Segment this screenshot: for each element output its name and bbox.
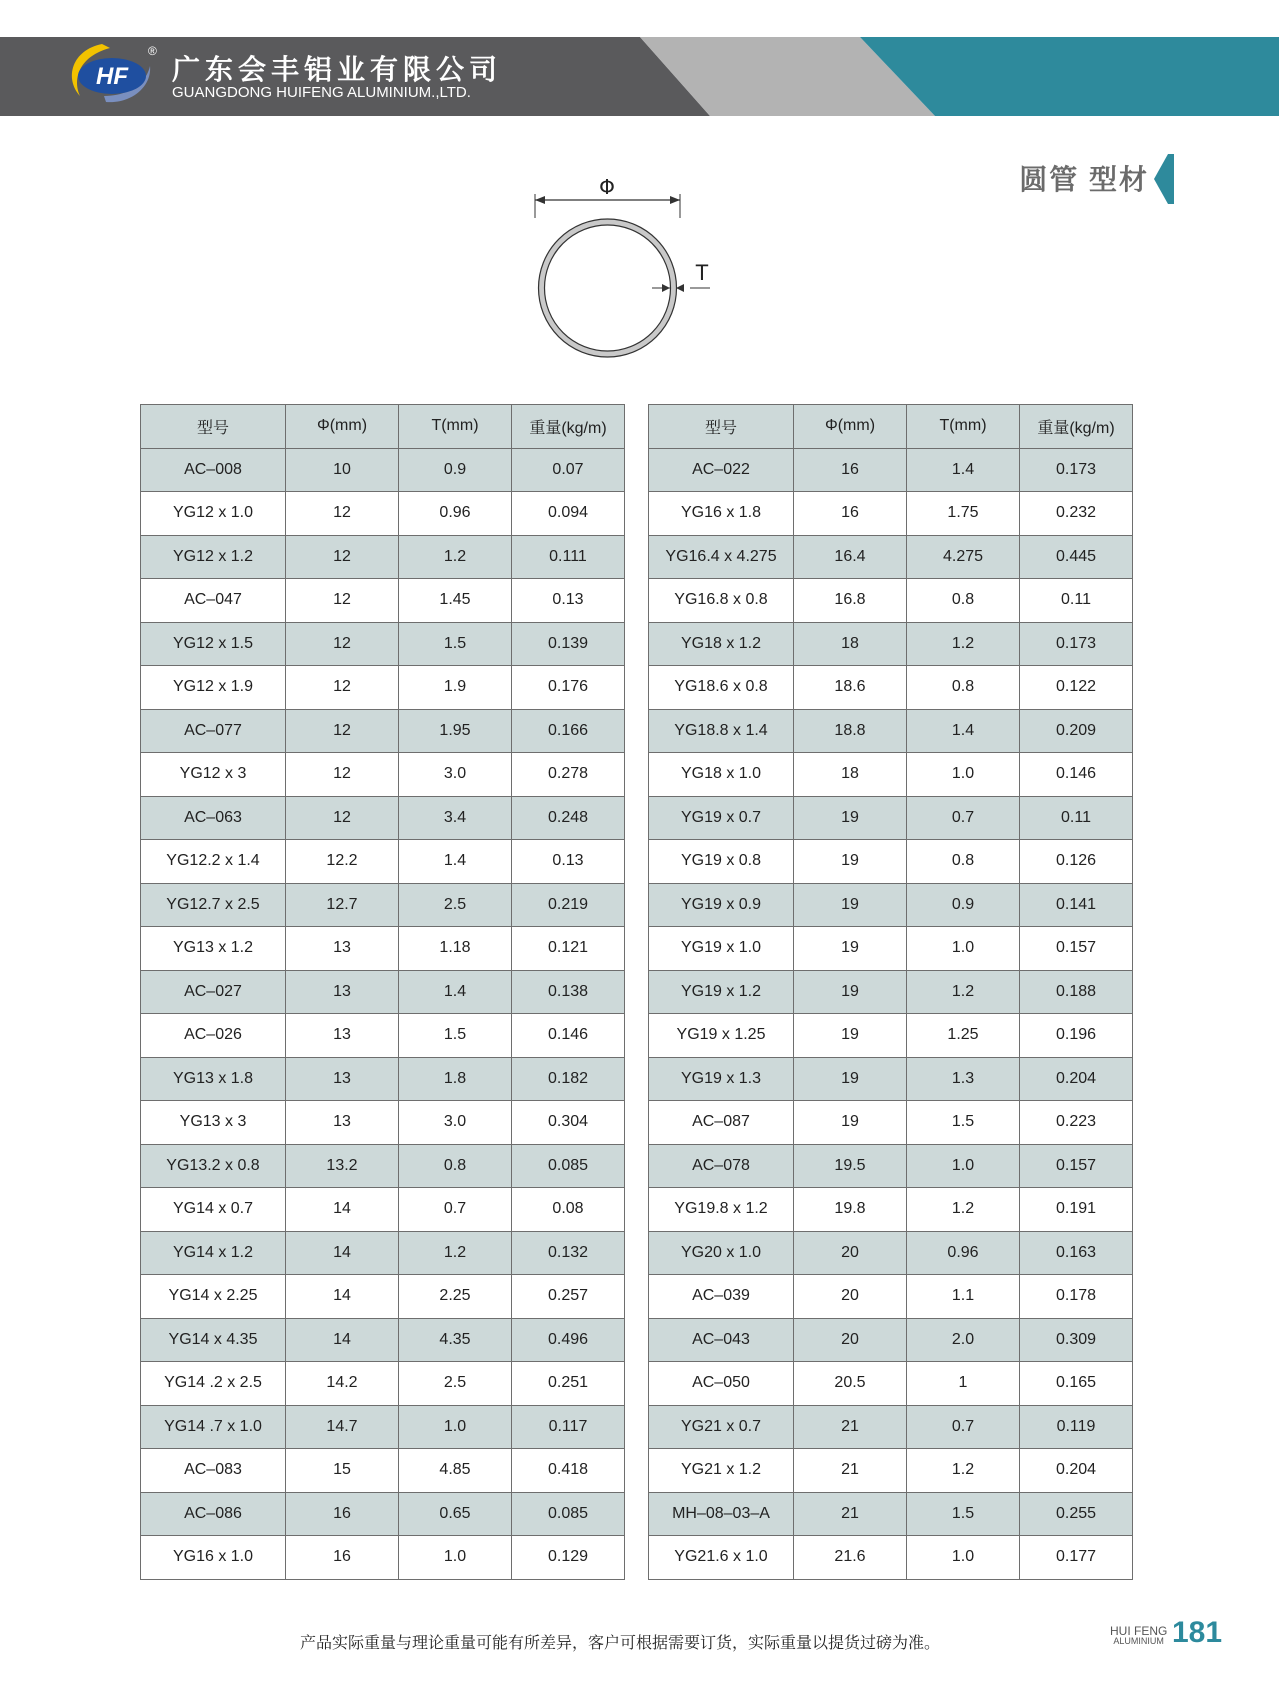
cell-model: AC–043 [649, 1318, 794, 1362]
cell-weight: 0.166 [512, 709, 625, 753]
cell-thickness: 0.7 [399, 1188, 512, 1232]
cell-thickness: 4.35 [399, 1318, 512, 1362]
table-row [649, 535, 1133, 579]
cell-diameter: 16.4 [794, 535, 907, 579]
cell-diameter: 19 [794, 1057, 907, 1101]
cell-model: AC–078 [649, 1144, 794, 1188]
cell-weight: 0.146 [1020, 753, 1133, 797]
cell-weight: 0.094 [512, 492, 625, 536]
cell-model: YG14 x 0.7 [141, 1188, 286, 1232]
cell-thickness: 1.95 [399, 709, 512, 753]
cell-diameter: 18.8 [794, 709, 907, 753]
table-row [649, 1318, 1133, 1362]
cell-model: YG21.6 x 1.0 [649, 1536, 794, 1580]
table-row [649, 1405, 1133, 1449]
cell-diameter: 19 [794, 840, 907, 884]
table-row [141, 1492, 625, 1536]
cell-thickness: 1.0 [399, 1536, 512, 1580]
cell-diameter: 19 [794, 970, 907, 1014]
table-row [141, 448, 625, 492]
cell-thickness: 1.0 [399, 1405, 512, 1449]
table-row [141, 709, 625, 753]
table-row [141, 753, 625, 797]
cell-thickness: 0.8 [399, 1144, 512, 1188]
cell-diameter: 20 [794, 1231, 907, 1275]
cell-diameter: 21.6 [794, 1536, 907, 1580]
cell-thickness: 2.25 [399, 1275, 512, 1319]
table-row [141, 840, 625, 884]
cell-weight: 0.129 [512, 1536, 625, 1580]
cell-model: YG12 x 1.0 [141, 492, 286, 536]
cell-diameter: 19.5 [794, 1144, 907, 1188]
cell-weight: 0.13 [512, 840, 625, 884]
cell-diameter: 12 [286, 492, 399, 536]
cell-diameter: 19 [794, 1014, 907, 1058]
cell-diameter: 21 [794, 1449, 907, 1493]
cell-model: YG13.2 x 0.8 [141, 1144, 286, 1188]
cell-model: YG12 x 3 [141, 753, 286, 797]
cell-thickness: 0.8 [907, 840, 1020, 884]
cell-diameter: 13 [286, 970, 399, 1014]
header-thickness: T(mm) [907, 405, 1020, 449]
cell-diameter: 12 [286, 796, 399, 840]
cell-weight: 0.13 [512, 579, 625, 623]
cell-diameter: 13 [286, 927, 399, 971]
cell-thickness: 0.7 [907, 1405, 1020, 1449]
cell-diameter: 12 [286, 535, 399, 579]
cell-model: YG18 x 1.0 [649, 753, 794, 797]
cell-diameter: 19 [794, 796, 907, 840]
cell-weight: 0.117 [512, 1405, 625, 1449]
cell-model: YG14 x 1.2 [141, 1231, 286, 1275]
footer-brand-line2: ALUMINIUM [1113, 1636, 1164, 1646]
table-row [141, 1231, 625, 1275]
cell-model: AC–008 [141, 448, 286, 492]
cell-weight: 0.255 [1020, 1492, 1133, 1536]
table-row [649, 666, 1133, 710]
table-row [649, 1536, 1133, 1580]
table-row [649, 1014, 1133, 1058]
table-row [649, 1188, 1133, 1232]
cell-model: YG13 x 1.2 [141, 927, 286, 971]
cell-model: MH–08–03–A [649, 1492, 794, 1536]
header-thickness: T(mm) [399, 405, 512, 449]
table-row [141, 1057, 625, 1101]
cell-model: AC–083 [141, 1449, 286, 1493]
cell-diameter: 13 [286, 1101, 399, 1145]
cell-weight: 0.139 [512, 622, 625, 666]
cell-model: AC–022 [649, 448, 794, 492]
cell-model: YG14 .7 x 1.0 [141, 1405, 286, 1449]
cell-thickness: 0.96 [399, 492, 512, 536]
cell-thickness: 1.4 [399, 840, 512, 884]
cell-model: YG19 x 1.2 [649, 970, 794, 1014]
cell-diameter: 16.8 [794, 579, 907, 623]
cell-weight: 0.204 [1020, 1449, 1133, 1493]
table-row [649, 492, 1133, 536]
table-row [141, 535, 625, 579]
table-row [649, 709, 1133, 753]
spec-table-left [140, 404, 625, 1580]
table-row [141, 1536, 625, 1580]
cell-thickness: 4.85 [399, 1449, 512, 1493]
cell-weight: 0.251 [512, 1362, 625, 1406]
cell-model: YG16 x 1.8 [649, 492, 794, 536]
cell-thickness: 3.0 [399, 753, 512, 797]
cell-weight: 0.173 [1020, 448, 1133, 492]
cell-diameter: 14.7 [286, 1405, 399, 1449]
cell-thickness: 1.18 [399, 927, 512, 971]
footer-brand-line1: HUI FENG [1110, 1624, 1168, 1638]
cell-thickness: 1.4 [907, 709, 1020, 753]
cell-model: YG19 x 0.9 [649, 883, 794, 927]
cell-model: YG12 x 1.5 [141, 622, 286, 666]
cell-model: AC–026 [141, 1014, 286, 1058]
tube-inner-wall [545, 225, 671, 351]
cell-thickness: 1.0 [907, 1536, 1020, 1580]
cell-model: YG12.2 x 1.4 [141, 840, 286, 884]
cell-diameter: 14 [286, 1231, 399, 1275]
cell-model: YG20 x 1.0 [649, 1231, 794, 1275]
cell-thickness: 1.8 [399, 1057, 512, 1101]
cell-model: AC–086 [141, 1492, 286, 1536]
cell-diameter: 16 [286, 1536, 399, 1580]
table-row [649, 1057, 1133, 1101]
cell-model: YG19 x 1.0 [649, 927, 794, 971]
table-row [649, 1362, 1133, 1406]
cell-thickness: 1.4 [907, 448, 1020, 492]
company-name-en: GUANGDONG HUIFENG ALUMINIUM.,LTD. [172, 84, 471, 101]
cell-weight: 0.173 [1020, 622, 1133, 666]
table-row [649, 1275, 1133, 1319]
cell-diameter: 19.8 [794, 1188, 907, 1232]
cell-weight: 0.445 [1020, 535, 1133, 579]
table-row [649, 622, 1133, 666]
cell-model: YG19 x 0.8 [649, 840, 794, 884]
table-row [649, 883, 1133, 927]
cell-thickness: 2.5 [399, 883, 512, 927]
cell-thickness: 1.2 [907, 1188, 1020, 1232]
table-row [649, 840, 1133, 884]
cell-model: YG12.7 x 2.5 [141, 883, 286, 927]
cell-weight: 0.126 [1020, 840, 1133, 884]
cell-model: AC–077 [141, 709, 286, 753]
table-row [649, 1231, 1133, 1275]
header-diameter: Φ(mm) [794, 405, 907, 449]
company-name-cn: 广东会丰铝业有限公司 [172, 54, 503, 85]
footer-note: 产品实际重量与理论重量可能有所差异，客户可根据需要订货，实际重量以提货过磅为准。 [300, 1635, 941, 1652]
table-row [141, 1188, 625, 1232]
cell-diameter: 12.2 [286, 840, 399, 884]
cell-model: YG19 x 0.7 [649, 796, 794, 840]
cell-diameter: 13.2 [286, 1144, 399, 1188]
cell-weight: 0.177 [1020, 1536, 1133, 1580]
table-row [141, 1275, 625, 1319]
cell-weight: 0.182 [512, 1057, 625, 1101]
table-row [141, 970, 625, 1014]
cell-model: AC–063 [141, 796, 286, 840]
cell-model: AC–047 [141, 579, 286, 623]
cell-thickness: 1.0 [907, 1144, 1020, 1188]
cell-model: YG14 x 2.25 [141, 1275, 286, 1319]
header-model: 型号 [141, 405, 286, 449]
cell-weight: 0.248 [512, 796, 625, 840]
cell-diameter: 20 [794, 1318, 907, 1362]
cell-thickness: 1.25 [907, 1014, 1020, 1058]
cell-thickness: 3.0 [399, 1101, 512, 1145]
header-band [0, 0, 1279, 116]
cell-diameter: 19 [794, 883, 907, 927]
cell-thickness: 1.0 [907, 927, 1020, 971]
footer-brand [1110, 1625, 1167, 1646]
cell-weight: 0.085 [512, 1492, 625, 1536]
table-row [649, 1144, 1133, 1188]
spec-table-right [648, 404, 1133, 1580]
cell-diameter: 16 [286, 1492, 399, 1536]
cell-weight: 0.11 [1020, 579, 1133, 623]
cell-weight: 0.141 [1020, 883, 1133, 927]
logo-text: HF [96, 63, 128, 90]
section-title: 圆管 型材 [1019, 164, 1149, 195]
cell-thickness: 2.0 [907, 1318, 1020, 1362]
cell-model: AC–039 [649, 1275, 794, 1319]
cell-weight: 0.11 [1020, 796, 1133, 840]
cell-diameter: 21 [794, 1405, 907, 1449]
cell-model: YG18.8 x 1.4 [649, 709, 794, 753]
cell-thickness: 3.4 [399, 796, 512, 840]
table-row [649, 1449, 1133, 1493]
table-row [141, 579, 625, 623]
cell-diameter: 14 [286, 1318, 399, 1362]
cell-weight: 0.178 [1020, 1275, 1133, 1319]
cell-weight: 0.138 [512, 970, 625, 1014]
cell-weight: 0.08 [512, 1188, 625, 1232]
cell-model: YG16.8 x 0.8 [649, 579, 794, 623]
round-tube-diagram [520, 168, 720, 378]
cell-diameter: 14 [286, 1275, 399, 1319]
section-marker-icon [1152, 154, 1174, 204]
table-row [649, 1101, 1133, 1145]
cell-model: YG12 x 1.9 [141, 666, 286, 710]
cell-thickness: 0.9 [399, 448, 512, 492]
cell-model: YG13 x 3 [141, 1101, 286, 1145]
table-row [141, 1144, 625, 1188]
table-row [649, 753, 1133, 797]
cell-thickness: 1.2 [907, 970, 1020, 1014]
cell-thickness: 0.96 [907, 1231, 1020, 1275]
cell-diameter: 13 [286, 1057, 399, 1101]
cell-model: YG16.4 x 4.275 [649, 535, 794, 579]
table-row [141, 1449, 625, 1493]
cell-weight: 0.209 [1020, 709, 1133, 753]
cell-thickness: 4.275 [907, 535, 1020, 579]
cell-weight: 0.111 [512, 535, 625, 579]
cell-weight: 0.085 [512, 1144, 625, 1188]
cell-weight: 0.163 [1020, 1231, 1133, 1275]
cell-diameter: 18 [794, 753, 907, 797]
table-row [141, 927, 625, 971]
cell-thickness: 0.9 [907, 883, 1020, 927]
cell-weight: 0.188 [1020, 970, 1133, 1014]
cell-weight: 0.196 [1020, 1014, 1133, 1058]
cell-weight: 0.496 [512, 1318, 625, 1362]
cell-weight: 0.191 [1020, 1188, 1133, 1232]
registered-mark: ® [148, 44, 157, 58]
cell-thickness: 2.5 [399, 1362, 512, 1406]
table-row [141, 1405, 625, 1449]
cell-diameter: 12 [286, 753, 399, 797]
cell-diameter: 20 [794, 1275, 907, 1319]
cell-thickness: 1 [907, 1362, 1020, 1406]
cell-model: YG14 x 4.35 [141, 1318, 286, 1362]
cell-weight: 0.146 [512, 1014, 625, 1058]
cell-thickness: 1.2 [907, 622, 1020, 666]
cell-weight: 0.165 [1020, 1362, 1133, 1406]
thickness-symbol: T [695, 260, 709, 285]
cell-diameter: 18.6 [794, 666, 907, 710]
cell-diameter: 21 [794, 1492, 907, 1536]
header-model: 型号 [649, 405, 794, 449]
table-row [141, 1014, 625, 1058]
table-row [649, 1492, 1133, 1536]
cell-diameter: 16 [794, 492, 907, 536]
cell-model: YG13 x 1.8 [141, 1057, 286, 1101]
cell-diameter: 14.2 [286, 1362, 399, 1406]
cell-weight: 0.204 [1020, 1057, 1133, 1101]
cell-thickness: 1.5 [907, 1492, 1020, 1536]
cell-weight: 0.219 [512, 883, 625, 927]
cell-thickness: 1.2 [907, 1449, 1020, 1493]
cell-diameter: 18 [794, 622, 907, 666]
table-row [649, 579, 1133, 623]
cell-diameter: 15 [286, 1449, 399, 1493]
table-row [141, 1318, 625, 1362]
cell-thickness: 1.75 [907, 492, 1020, 536]
table-row [141, 1362, 625, 1406]
cell-thickness: 1.1 [907, 1275, 1020, 1319]
cell-diameter: 10 [286, 448, 399, 492]
cell-thickness: 1.5 [399, 622, 512, 666]
table-row [141, 1101, 625, 1145]
cell-weight: 0.278 [512, 753, 625, 797]
cell-diameter: 12.7 [286, 883, 399, 927]
cell-model: AC–027 [141, 970, 286, 1014]
cell-model: AC–087 [649, 1101, 794, 1145]
cell-diameter: 13 [286, 1014, 399, 1058]
cell-weight: 0.157 [1020, 927, 1133, 971]
cell-thickness: 1.45 [399, 579, 512, 623]
cell-weight: 0.07 [512, 448, 625, 492]
cell-thickness: 0.8 [907, 579, 1020, 623]
table-row [141, 883, 625, 927]
table-row [141, 666, 625, 710]
cell-weight: 0.309 [1020, 1318, 1133, 1362]
cell-thickness: 1.5 [399, 1014, 512, 1058]
cell-model: YG18.6 x 0.8 [649, 666, 794, 710]
cell-thickness: 0.8 [907, 666, 1020, 710]
cell-thickness: 1.5 [907, 1101, 1020, 1145]
cell-diameter: 12 [286, 666, 399, 710]
cell-diameter: 19 [794, 927, 907, 971]
cell-thickness: 1.2 [399, 1231, 512, 1275]
cell-thickness: 1.4 [399, 970, 512, 1014]
cell-weight: 0.257 [512, 1275, 625, 1319]
cell-diameter: 20.5 [794, 1362, 907, 1406]
cell-weight: 0.122 [1020, 666, 1133, 710]
cell-weight: 0.121 [512, 927, 625, 971]
table-row [141, 796, 625, 840]
cell-model: YG19.8 x 1.2 [649, 1188, 794, 1232]
cell-model: YG14 .2 x 2.5 [141, 1362, 286, 1406]
cell-diameter: 19 [794, 1101, 907, 1145]
cell-model: YG19 x 1.25 [649, 1014, 794, 1058]
table-row [141, 492, 625, 536]
cell-weight: 0.157 [1020, 1144, 1133, 1188]
cell-weight: 0.119 [1020, 1405, 1133, 1449]
header-weight: 重量(kg/m) [512, 405, 625, 449]
cell-diameter: 12 [286, 622, 399, 666]
table-row [141, 622, 625, 666]
diameter-symbol: Φ [599, 175, 615, 199]
cell-thickness: 1.2 [399, 535, 512, 579]
cell-diameter: 12 [286, 579, 399, 623]
cell-weight: 0.176 [512, 666, 625, 710]
cell-weight: 0.304 [512, 1101, 625, 1145]
table-header-row [649, 405, 1133, 449]
table-row [649, 970, 1133, 1014]
table-row [649, 927, 1133, 971]
cell-model: AC–050 [649, 1362, 794, 1406]
cell-thickness: 1.0 [907, 753, 1020, 797]
cell-model: YG21 x 1.2 [649, 1449, 794, 1493]
header-diameter: Φ(mm) [286, 405, 399, 449]
cell-thickness: 1.9 [399, 666, 512, 710]
cell-weight: 0.232 [1020, 492, 1133, 536]
cell-thickness: 1.3 [907, 1057, 1020, 1101]
cell-model: YG19 x 1.3 [649, 1057, 794, 1101]
cell-model: YG16 x 1.0 [141, 1536, 286, 1580]
cell-weight: 0.418 [512, 1449, 625, 1493]
cell-model: YG21 x 0.7 [649, 1405, 794, 1449]
cell-diameter: 12 [286, 709, 399, 753]
table-row [649, 796, 1133, 840]
table-row [649, 448, 1133, 492]
cell-thickness: 0.65 [399, 1492, 512, 1536]
cell-thickness: 0.7 [907, 796, 1020, 840]
cell-weight: 0.132 [512, 1231, 625, 1275]
cell-model: YG12 x 1.2 [141, 535, 286, 579]
header-weight: 重量(kg/m) [1020, 405, 1133, 449]
cell-diameter: 14 [286, 1188, 399, 1232]
page-number: 181 [1172, 1616, 1223, 1649]
cell-weight: 0.223 [1020, 1101, 1133, 1145]
table-header-row [141, 405, 625, 449]
cell-diameter: 16 [794, 448, 907, 492]
cell-model: YG18 x 1.2 [649, 622, 794, 666]
